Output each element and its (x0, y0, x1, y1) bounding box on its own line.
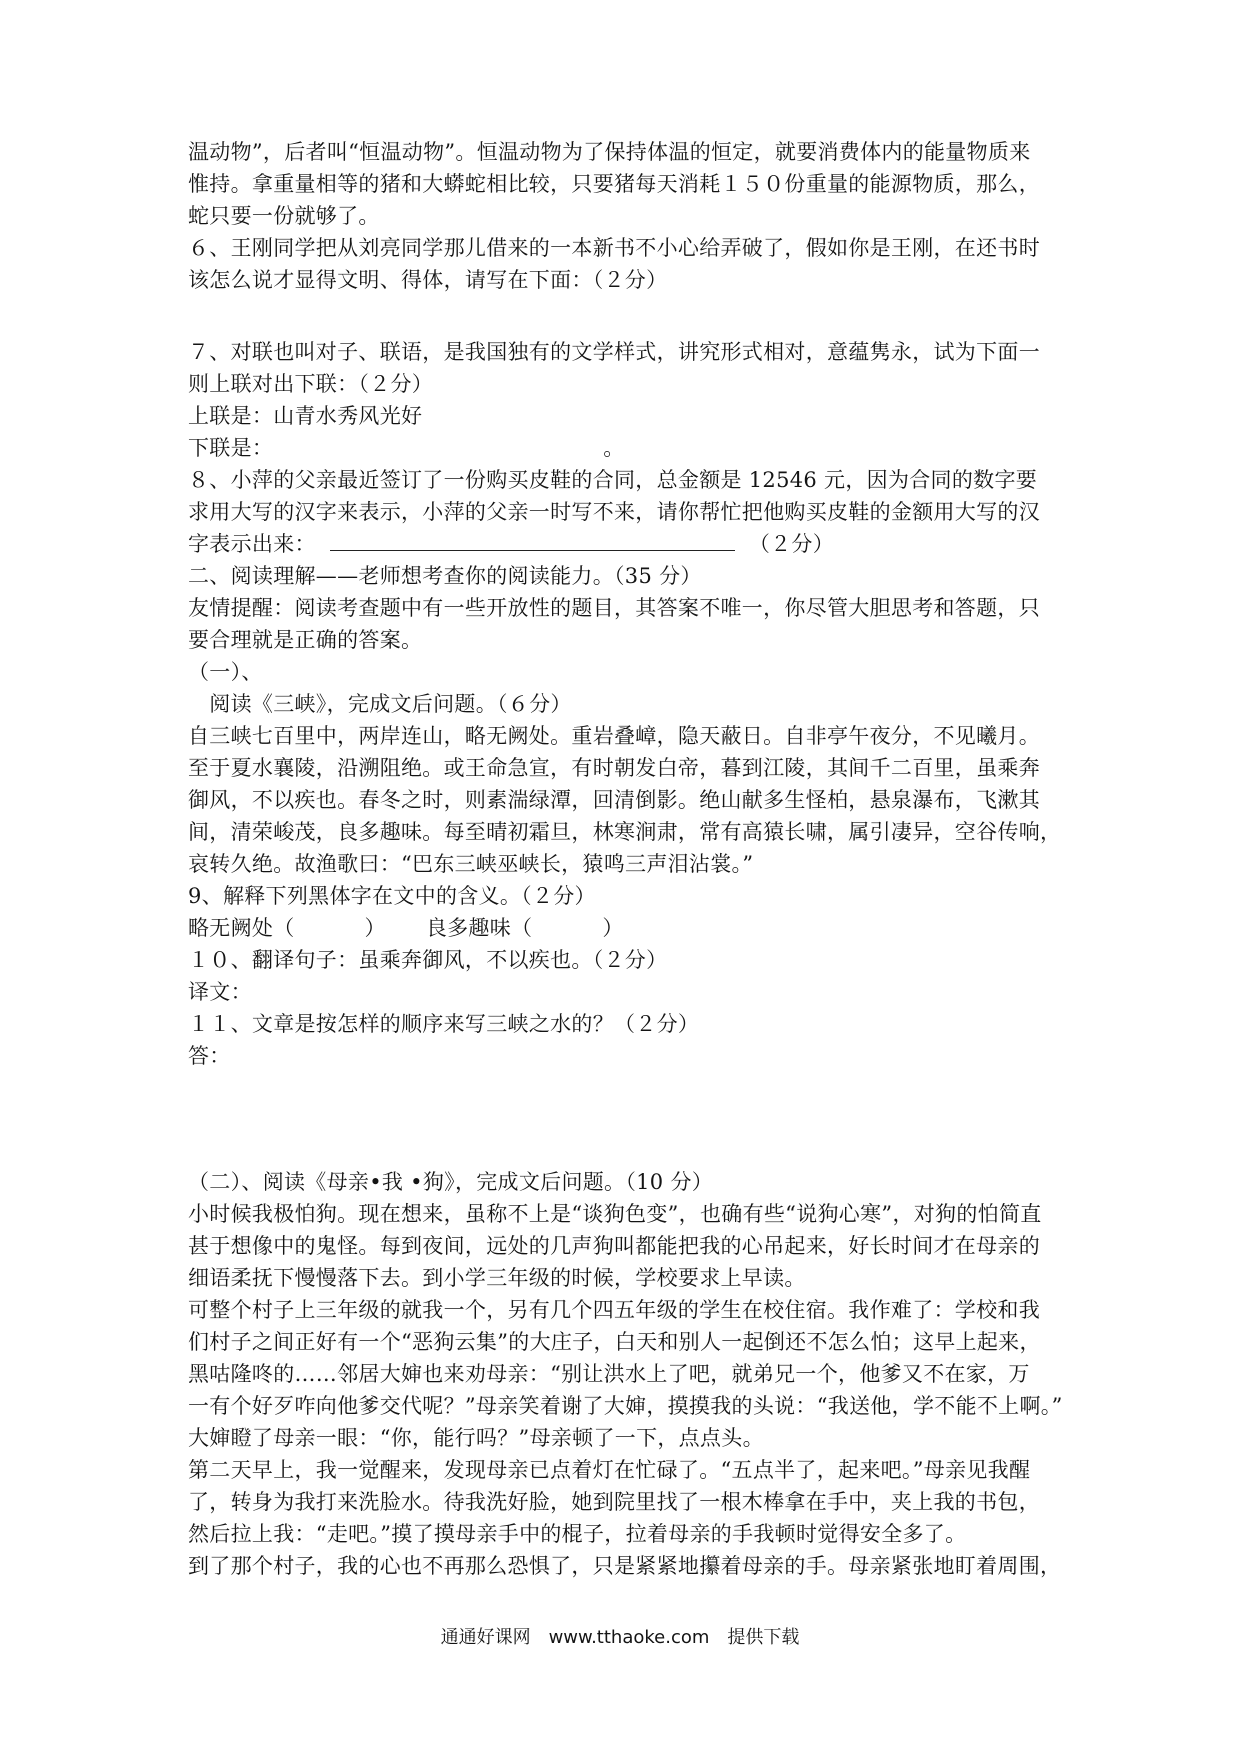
subsection-1-instruction: 阅读《三峡》，完成文后问题。（６分） (188, 692, 572, 716)
intro-line: 温动物”，后者叫“恒温动物”。恒温动物为了保持体温的恒定，就要消费体内的能量物质来 (188, 140, 1031, 164)
passage-2-line: 黑咕隆咚的……邻居大婶也来劝母亲：“别让洪水上了吧，就弟兄一个，他爹又不在家，万 (188, 1362, 1030, 1386)
question-9-prompt: 9、解释下列黑体字在文中的含义。（２分） (188, 884, 596, 908)
question-9-items (188, 912, 1068, 944)
question-8-line: 求用大写的汉字来表示，小萍的父亲一时写不来，请你帮忙把他购买皮鞋的金额用大写的汉 (188, 500, 1040, 524)
subsection-1-label: （一）、 (188, 660, 263, 684)
passage-2-line: 到了那个村子，我的心也不再那么恐惧了，只是紧紧地攥着母亲的手。母亲紧张地盯着周围， (188, 1554, 1062, 1578)
question-8-line: ８、小萍的父亲最近签订了一份购买皮鞋的合同，总金额是 12546 元，因为合同的数字要 (188, 468, 1038, 492)
answer-blank[interactable] (330, 530, 735, 551)
passage-2-line: 然后拉上我：“走吧。”摸了摸母亲手中的棍子，拉着母亲的手我顿时觉得安全多了。 (188, 1522, 967, 1546)
passage-2-header: （二）、阅读《母亲•我 •狗》，完成文后问题。（10 分） (188, 1170, 714, 1194)
passage-1-line: 间，清荣峻茂，良多趣味。每至晴初霜旦，林寒涧肃，常有高猿长啸，属引凄异，空谷传响， (188, 820, 1062, 844)
question-7-line: ７、对联也叫对子、联语，是我国独有的文学样式，讲究形式相对，意蕴隽永，试为下面一 (188, 340, 1040, 364)
question-9-item-1: 略无阙处（ (188, 916, 295, 940)
question-10-answer-label: 译文： (188, 980, 252, 1004)
question-8-score: （２分） (748, 532, 835, 556)
passage-2-line: 一有个好歹咋向他爹交代呢？”母亲笑着谢了大婶，摸摸我的头说：“我送他，学不能不上啊。” (188, 1394, 1063, 1418)
passage-2-line: 可整个村子上三年级的就我一个，另有几个四五年级的学生在校住宿。我作难了：学校和我 (188, 1298, 1040, 1322)
question-7-line: 则上联对出下联：（２分） (188, 372, 434, 396)
passage-2-line: 大婶瞪了母亲一眼：“你，能行吗？”母亲顿了一下，点点头。 (188, 1426, 764, 1450)
passage-1-line: 御风，不以疾也。春冬之时，则素湍绿潭，回清倒影。绝山献多生怪柏，悬泉瀑布，飞漱其 (188, 788, 1040, 812)
passage-2-line: 小时候我极怕狗。现在想来，虽称不上是“谈狗色变”，也确有些“说狗心寒”，对狗的怕简直 (188, 1202, 1042, 1226)
passage-2-line: 第二天早上，我一觉醒来，发现母亲已点着灯在忙碌了。“五点半了，起来吧。”母亲见我醒 (188, 1458, 1031, 1482)
passage-1-line: 哀转久绝。故渔歌曰：“巴东三峡巫峡长，猿鸣三声泪沾裳。” (188, 852, 754, 876)
intro-line: 蛇只要一份就够了。 (188, 204, 380, 228)
couplet-lower-label: 下联是： (188, 436, 274, 460)
question-8-answer-line (188, 528, 1068, 560)
question-9-item-1-close: ） (364, 916, 386, 940)
passage-1-line: 自三峡七百里中，两岸连山，略无阙处。重岩叠嶂，隐天蔽日。自非亭午夜分，不见曦月。 (188, 724, 1040, 748)
intro-line: 惟持。拿重量相等的猪和大蟒蛇相比较，只要猪每天消耗１５０份重量的能源物质，那么， (188, 172, 1040, 196)
question-6-line: 该怎么说才显得文明、得体，请写在下面：（２分） (188, 268, 668, 292)
passage-2-line: 甚于想像中的鬼怪。每到夜间，远处的几声狗叫都能把我的心吊起来，好长时间才在母亲的 (188, 1234, 1040, 1258)
passage-1-line: 至于夏水襄陵，沿溯阻绝。或王命急宣，有时朝发白帝，暮到江陵，其间千二百里，虽乘奔 (188, 756, 1040, 780)
question-11-prompt: １１、文章是按怎样的顺序来写三峡之水的？（２分） (188, 1012, 700, 1036)
question-9-item-2: 良多趣味（ (425, 916, 533, 940)
section-2-tip: 友情提醒：阅读考查题中有一些开放性的题目，其答案不唯一，你尽管大胆思考和答题，只 (188, 596, 1040, 620)
couplet-lower-end: 。 (603, 436, 625, 460)
question-9-item-2-close: ） (602, 916, 624, 940)
passage-2-line: 们村子之间正好有一个“恶狗云集”的大庄子，白天和别人一起倒还不怎么怕；这早上起来， (188, 1330, 1041, 1354)
couplet-lower-line (188, 432, 1068, 464)
passage-2-line: 了，转身为我打来洗脸水。待我洗好脸，她到院里找了一根木棒拿在手中，夹上我的书包， (188, 1490, 1040, 1514)
section-2-tip: 要合理就是正确的答案。 (188, 628, 423, 652)
question-6-line: ６、王刚同学把从刘亮同学那儿借来的一本新书不小心给弄破了，假如你是王刚，在还书时 (188, 236, 1040, 260)
question-8-answer-label: 字表示出来： (188, 532, 316, 556)
question-11-answer-label: 答： (188, 1044, 231, 1068)
page-footer: 通通好课网 www.tthaoke.com 提供下载 (440, 1627, 800, 1648)
section-2-heading: 二、阅读理解——老师想考查你的阅读能力。（35 分） (188, 564, 702, 588)
question-10-prompt: １０、翻译句子：虽乘奔御风，不以疾也。（２分） (188, 948, 668, 972)
passage-2-line: 细语柔抚下慢慢落下去。到小学三年级的时候，学校要求上早读。 (188, 1266, 806, 1290)
couplet-upper-line: 上联是：山青水秀风光好 (188, 404, 423, 428)
